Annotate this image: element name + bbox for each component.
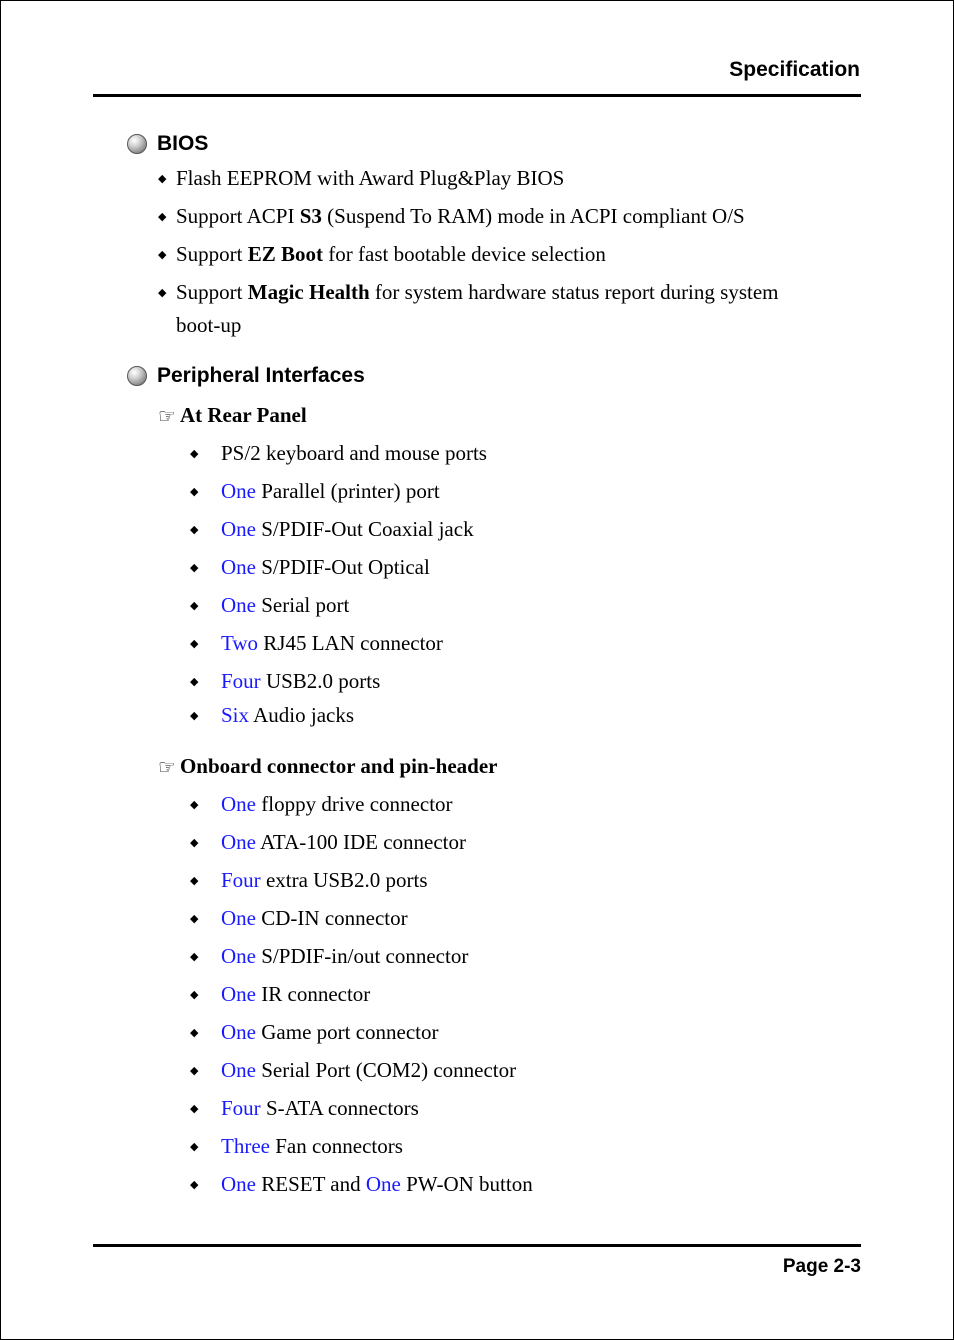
list-item: ◆ One ATA-100 IDE connector (190, 830, 467, 854)
list-item: ◆ One RESET and One PW-ON button (190, 1172, 533, 1196)
diamond-bullet-icon: ◆ (190, 1027, 199, 1039)
diamond-bullet-icon: ◆ (158, 249, 167, 261)
pointing-hand-icon: ☞ (158, 403, 176, 428)
pointing-hand-icon: ☞ (158, 754, 176, 779)
list-item: ◆ One Serial port (190, 593, 350, 617)
subsection-title: At Rear Panel (179, 403, 307, 427)
diamond-bullet-icon: ◆ (190, 989, 199, 1001)
sphere-bullet-icon (127, 366, 147, 386)
diamond-bullet-icon: ◆ (190, 913, 199, 925)
list-item: ◆ Four USB2.0 ports (190, 669, 381, 693)
diamond-bullet-icon: ◆ (190, 676, 199, 688)
diamond-bullet-icon: ◆ (190, 799, 199, 811)
diamond-bullet-icon: ◆ (190, 875, 199, 887)
list-item: ◆ One S/PDIF-in/out connector (190, 944, 469, 968)
diamond-bullet-icon: ◆ (190, 1141, 199, 1153)
diamond-bullet-icon: ◆ (158, 211, 167, 223)
diamond-bullet-icon: ◆ (190, 1179, 199, 1191)
subsection-title: Onboard connector and pin-header (179, 754, 498, 778)
diamond-bullet-icon: ◆ (190, 951, 199, 963)
list-item: ◆ Flash EEPROM with Award Plug&Play BIOS (158, 162, 848, 195)
list-item: ◆ Four extra USB2.0 ports (190, 868, 428, 892)
list-item: ◆ One Serial Port (COM2) connector (190, 1058, 517, 1082)
diamond-bullet-icon: ◆ (190, 486, 199, 498)
list-item: ◆ Four S-ATA connectors (190, 1096, 419, 1120)
list-item: ◆ Support Magic Health for system hardware status report during system boot-up (158, 276, 848, 341)
footer-rule (93, 1244, 861, 1247)
list-item: ◆ One Game port connector (190, 1020, 439, 1044)
diamond-bullet-icon: ◆ (190, 837, 199, 849)
section-peripheral (127, 364, 365, 388)
diamond-bullet-icon: ◆ (190, 448, 199, 460)
list-item: ◆ Support ACPI S3 (Suspend To RAM) mode in ACPI compliant O/S (158, 200, 848, 233)
diamond-bullet-icon: ◆ (190, 638, 199, 650)
subsection-rear-panel (158, 403, 307, 428)
page-number: Page 2-3 (782, 1256, 861, 1277)
diamond-bullet-icon: ◆ (190, 1103, 199, 1115)
diamond-bullet-icon: ◆ (158, 287, 167, 299)
diamond-bullet-icon: ◆ (158, 173, 167, 185)
list-item: ◆ Three Fan connectors (190, 1134, 403, 1158)
section-title: Peripheral Interfaces (157, 364, 365, 387)
sphere-bullet-icon (127, 134, 147, 154)
list-item: ◆ One IR connector (190, 982, 371, 1006)
list-item: ◆ One floppy drive connector (190, 792, 453, 816)
section-bios (127, 132, 208, 156)
list-item: ◆ Two RJ45 LAN connector (190, 631, 443, 655)
subsection-onboard (158, 754, 498, 779)
diamond-bullet-icon: ◆ (190, 562, 199, 574)
diamond-bullet-icon: ◆ (190, 524, 199, 536)
header-rule (93, 94, 861, 97)
list-item: ◆ Six Audio jacks (190, 703, 355, 727)
diamond-bullet-icon: ◆ (190, 1065, 199, 1077)
page-header-title: Specification (729, 58, 860, 81)
section-title: BIOS (157, 132, 209, 155)
list-item: ◆ One Parallel (printer) port (190, 479, 440, 503)
diamond-bullet-icon: ◆ (190, 710, 199, 722)
list-item: ◆ One S/PDIF-Out Optical (190, 555, 430, 579)
list-item: ◆ PS/2 keyboard and mouse ports (190, 441, 487, 465)
list-item: ◆ Support EZ Boot for fast bootable device selection (158, 238, 848, 271)
list-item: ◆ One CD-IN connector (190, 906, 408, 930)
diamond-bullet-icon: ◆ (190, 600, 199, 612)
list-item-continuation: boot-up (176, 313, 242, 337)
list-item: ◆ One S/PDIF-Out Coaxial jack (190, 517, 474, 541)
